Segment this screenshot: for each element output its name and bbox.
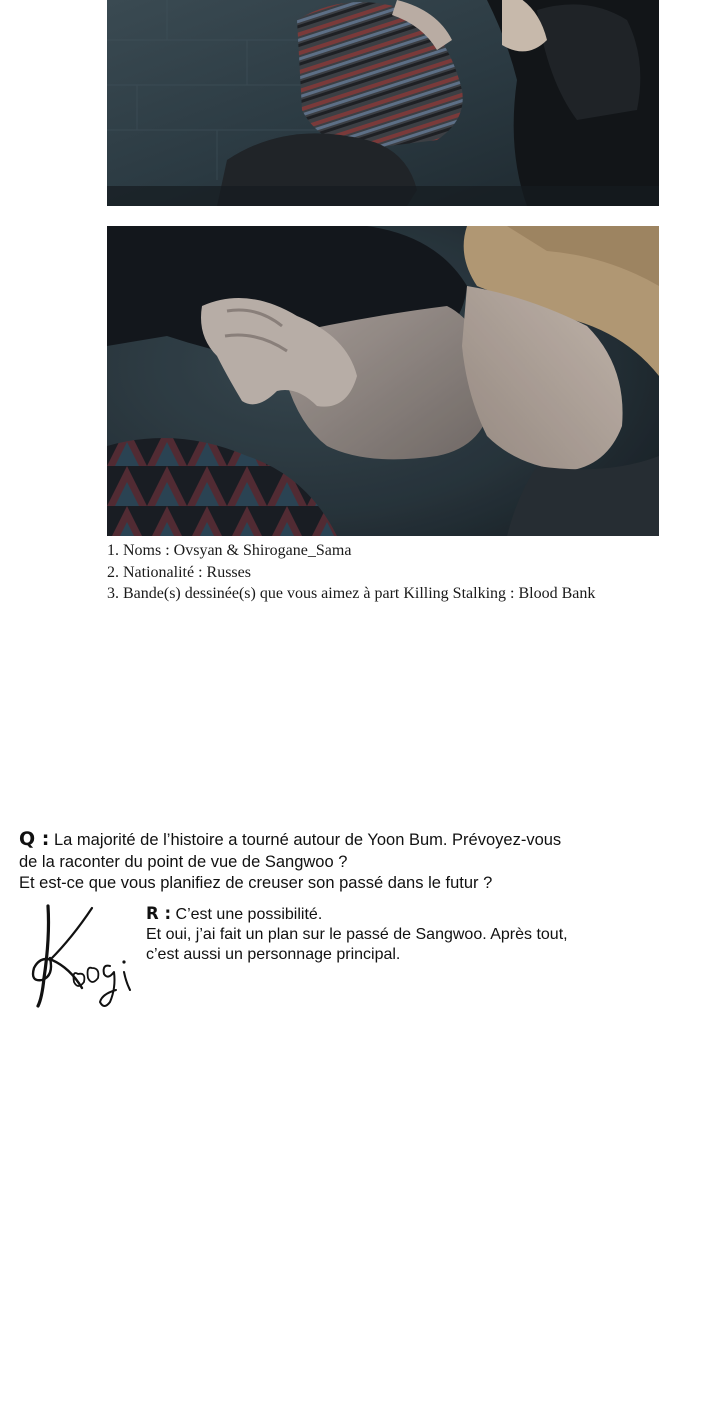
- answer-line-2: Et oui, j’ai fait un plan sur le passé de Sangwoo. Après tout,: [146, 926, 568, 943]
- photo-close-up-kiss-icon: [107, 226, 659, 536]
- photo-top: [107, 0, 659, 206]
- answer-block: [146, 904, 666, 965]
- photo-bottom: [107, 226, 659, 536]
- answer-marker: R :: [146, 904, 172, 923]
- question-line-2: de la raconter du point de vue de Sangwoo ?: [19, 852, 348, 871]
- question-line-1: [19, 829, 639, 852]
- info-item-names: 1. Noms : Ovsyan & Shirogane_Sama: [107, 542, 352, 559]
- question-line-3: Et est-ce que vous planifiez de creuser son passé dans le futur ?: [19, 874, 493, 892]
- question-text-1: La majorité de l’histoire a tourné autour de Yoon Bum. Prévoyez-vous: [53, 831, 562, 849]
- question-block: [19, 829, 639, 895]
- answer-text-1: C’est une possibilité.: [175, 906, 323, 923]
- answer-line-1: [146, 904, 666, 925]
- info-item-nationality: 2. Nationalité : Russes: [107, 563, 251, 581]
- answer-line-3: c’est aussi un personnage principal.: [146, 946, 401, 963]
- question-marker: Q :: [19, 828, 50, 850]
- handwritten-signature-icon: [20, 898, 138, 1014]
- photo-two-people-kissing-icon: [107, 0, 659, 206]
- signature-koogi: [20, 898, 138, 1014]
- info-item-comics: 3. Bande(s) dessinée(s) que vous aimez à part Killing Stalking : Blood Bank: [107, 585, 596, 602]
- participant-info-list: [107, 540, 595, 605]
